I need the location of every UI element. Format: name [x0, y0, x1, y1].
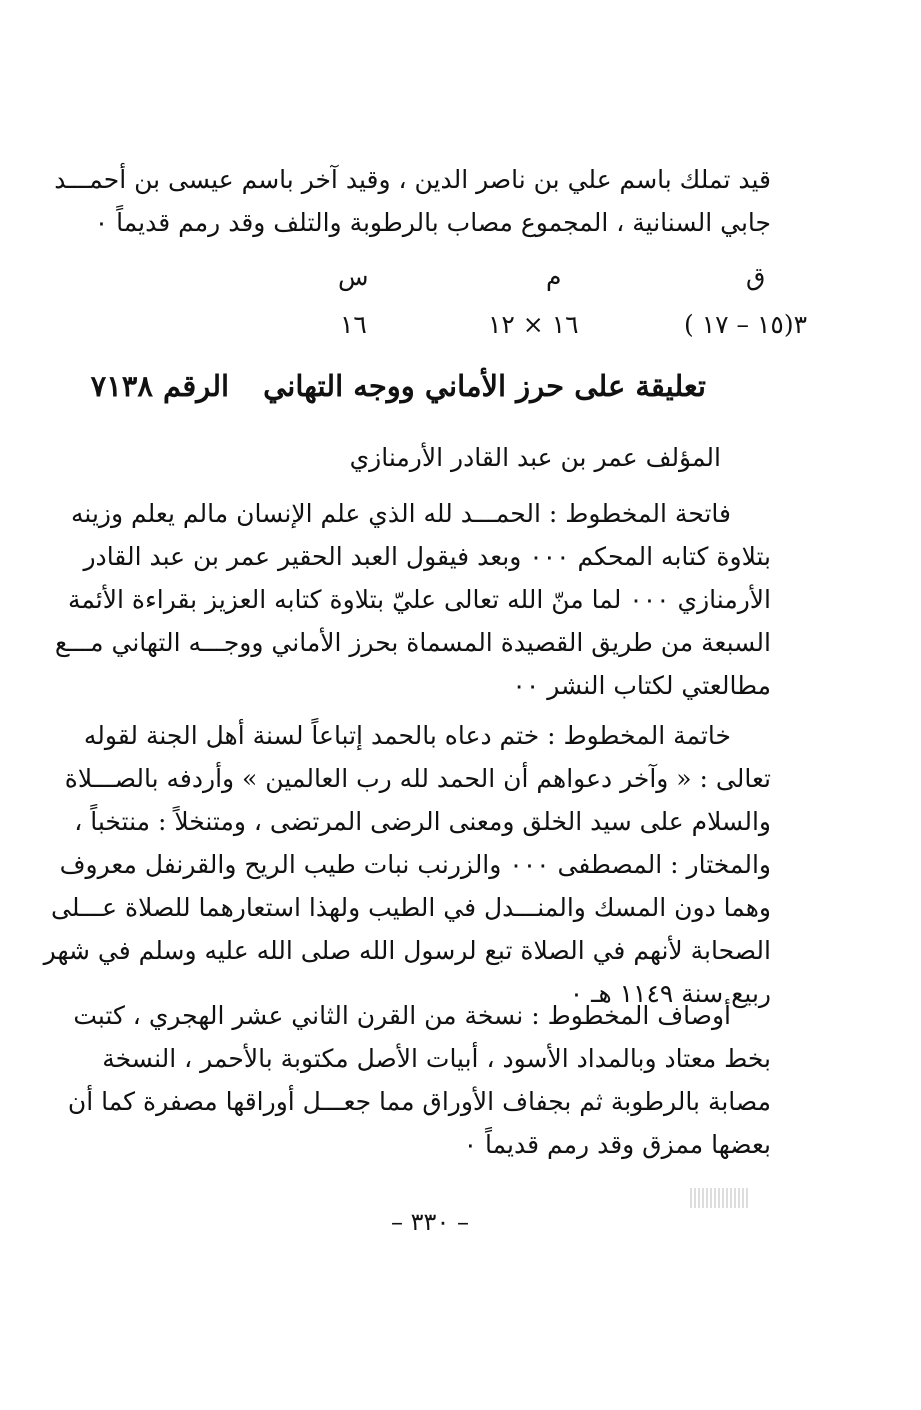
intro-paragraph	[54, 158, 771, 244]
entry-number: الرقم ٧١٣٨	[90, 369, 230, 403]
text-line: قيد تملك باسم علي بن ناصر الدين ، وقيد آخر باسم عيسى بن أحمـــد	[54, 165, 771, 194]
closing-paragraph	[43, 714, 771, 1015]
dimensions-table	[116, 262, 808, 352]
text-line: بعضها ممزق وقد رمم قديماً ٠	[463, 1130, 771, 1159]
text-line: بخط معتاد وبالمداد الأسود ، أبيات الأصل مكتوبة بالأحمر ، النسخة	[102, 1044, 771, 1073]
value-s: ١٦	[340, 310, 367, 339]
header-s: س	[338, 262, 369, 291]
faint-stamp-mark	[690, 1188, 748, 1208]
author-text: المؤلف عمر بن عبد القادر الأرمنازي	[349, 443, 721, 472]
entry-title: تعليقة على حرز الأماني ووجه التهاني	[263, 369, 706, 403]
entry-heading	[90, 362, 706, 410]
value-m: ١٦ × ١٢	[488, 310, 579, 339]
text-line: تعالى : « وآخر دعواهم أن الحمد لله رب العالمين » وأردفه بالصـــلاة	[64, 764, 771, 793]
text-line: خاتمة المخطوط : ختم دعاه بالحمد إتباعاً لسنة أهل الجنة لقوله	[83, 721, 731, 750]
text-line: والسلام على سيد الخلق ومعنى الرضى المرتضى ، ومتنخلاً : منتخباً ،	[74, 807, 771, 836]
text-line: أوصاف المخطوط : نسخة من القرن الثاني عشر الهجري ، كتبت	[73, 1001, 731, 1030]
description-paragraph	[67, 994, 771, 1166]
page-number: – ٣٣٠ –	[391, 1208, 469, 1236]
text-line: مطالعتي لكتاب النشر ٠٠	[512, 671, 771, 700]
text-line: والمختار : المصطفى ٠٠٠ والزرنب نبات طيب الريح والقرنفل معروف	[59, 850, 771, 879]
text-line: مصابة بالرطوبة ثم بجفاف الأوراق مما جعـــل أوراقها مصفرة كما أن	[67, 1087, 771, 1116]
text-line: فاتحة المخطوط : الحمـــد لله الذي علم الإنسان مالم يعلم وزينه	[71, 499, 731, 528]
text-line: جابي السنانية ، المجموع مصاب بالرطوبة والتلف وقد رمم قديماً ٠	[94, 208, 771, 237]
author-line	[116, 436, 771, 479]
header-q: ق	[746, 262, 766, 291]
text-line: الصحابة لأنهم في الصلاة تبع لرسول الله صلى الله عليه وسلم في شهر	[43, 936, 771, 965]
header-m: م	[546, 262, 562, 291]
text-line: بتلاوة كتابه المحكم ٠٠٠ وبعد فيقول العبد الحقير عمر بن عبد القادر	[83, 542, 771, 571]
value-q: ٣(١٥ – ١٧ )	[684, 310, 808, 339]
opening-paragraph	[54, 492, 771, 707]
text-line: وهما دون المسك والمنـــدل في الطيب ولهذا استعارهما للصلاة عـــلى	[51, 893, 771, 922]
text-line: الأرمنازي ٠٠٠ لما منّ الله تعالى عليّ بتلاوة كتابه العزيز بقراءة الأئمة	[67, 585, 771, 614]
text-line: ربيع سنة ١١٤٩ هـ ٠	[569, 979, 771, 1008]
text-line: السبعة من طريق القصيدة المسماة بحرز الأماني ووجـــه التهاني مـــع	[54, 628, 771, 657]
